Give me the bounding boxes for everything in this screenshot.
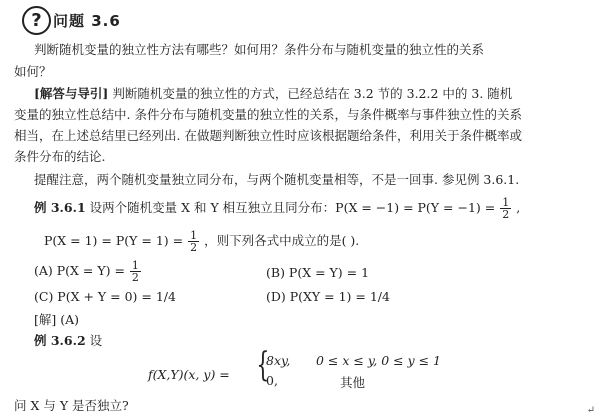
answer-line-2: 变量的独立性总结中. 条件分布与随机变量的独立性的关系，与条件概率与事件独立性的关系: [14, 107, 522, 122]
case1-condition: 0 ≤ x ≤ y, 0 ≤ y ≤ 1: [316, 353, 441, 368]
option-c: (C) P(X + Y = 0) = 1/4: [34, 289, 176, 304]
option-a-text: (A) P(X = Y) =: [34, 263, 125, 278]
fraction-numerator: 1: [190, 229, 198, 242]
fraction-denominator: 2: [190, 241, 198, 254]
question-line-1: 判断随机变量的独立性方法有哪些？如何用？条件分布与随机变量的独立性的关系: [34, 42, 485, 57]
fraction-numerator: 1: [502, 196, 510, 209]
option-a: [34, 258, 142, 284]
example1-stem-line-1: [34, 195, 520, 221]
return-mark: ↵: [586, 405, 595, 416]
example2-label: 例 3.6.2: [34, 333, 86, 348]
example1-fraction-1: [500, 197, 511, 220]
case2-value: 0,: [266, 373, 278, 388]
fraction-numerator: 1: [131, 259, 139, 272]
question-icon: ?: [22, 6, 51, 35]
answer-text-1: 判断随机变量的独立性的方式，已经总结在 3.2 节的 3.2.2 中的 3. 随机: [112, 86, 513, 101]
example2-stem-text: 设: [89, 333, 103, 348]
option-d: (D) P(XY = 1) = 1/4: [266, 289, 390, 304]
answer-line-1: [34, 84, 512, 102]
question-line-2: 如何？: [14, 64, 52, 79]
example1-label: 例 3.6.1: [34, 200, 86, 215]
example1-stem-2-end: ，则下列各式中成立的是( ).: [204, 233, 360, 248]
fraction-denominator: 2: [131, 271, 139, 284]
case2-condition: 其他: [340, 375, 366, 390]
option-b: (B) P(X = Y) = 1: [266, 265, 370, 280]
option-a-fraction: [130, 260, 141, 283]
note-line: 提醒注意，两个随机变量独立同分布，与两个随机变量相等，不是一回事. 参见例 3.6.1.: [34, 172, 520, 187]
brace-symbol: {: [256, 345, 270, 385]
problem-title: 问题 3.6: [53, 12, 121, 30]
example1-stem-line-2: [44, 228, 359, 254]
example2-question: 问 X 与 Y 是否独立?: [14, 398, 129, 413]
example1-stem-1-end: ,: [516, 200, 521, 215]
case1-value: 8xy,: [266, 353, 291, 368]
example1-stem-1: 设两个随机变量 X 和 Y 相互独立且同分布：P(X = −1) = P(Y = −1) =: [89, 200, 496, 215]
fraction-denominator: 2: [502, 208, 510, 221]
example1-stem-2: P(X = 1) = P(Y = 1) =: [44, 233, 184, 248]
example1-solution: [解] (A): [34, 312, 80, 327]
answer-line-4: 条件分布的结论.: [14, 149, 106, 164]
answer-heading: [解答与导引]: [34, 86, 109, 101]
density-lhs: f(X,Y)(x, y) =: [148, 367, 230, 382]
answer-line-3: 相当，在上述总结里已经列出. 在做题判断独立性时应该根据题给条件，利用关于条件概率或: [14, 128, 522, 143]
example2-stem: [34, 331, 102, 349]
example1-fraction-2: [188, 230, 199, 253]
